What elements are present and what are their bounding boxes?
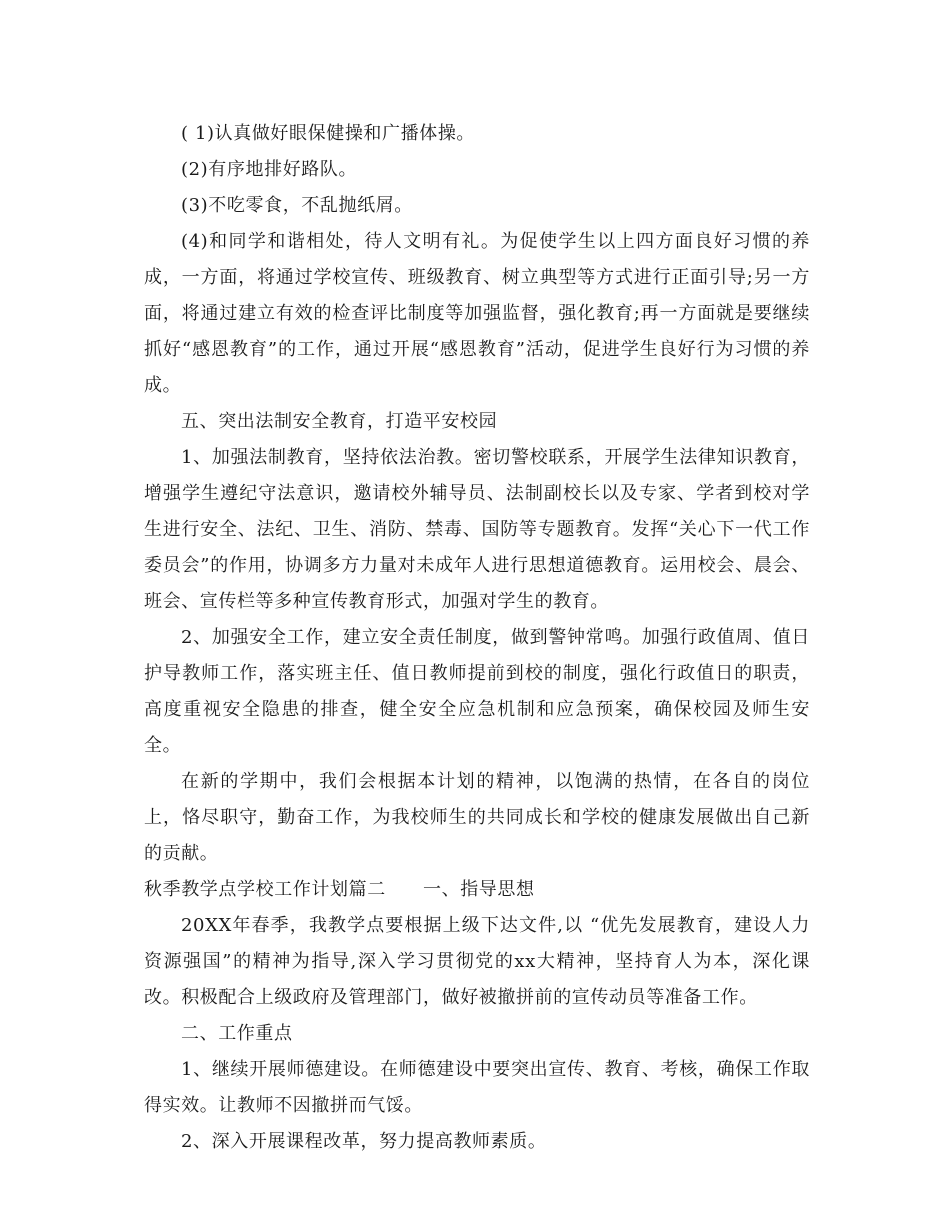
paragraph-eye-exercises: ( 1)认真做好眼保健操和广播体操。 xyxy=(181,123,476,144)
paragraph-road-queue: (2)有序地排好路队。 xyxy=(181,159,358,180)
paragraph-harmony-habits: (4)和同学和谐相处，待人文明有礼。为促使学生以上四方面良好习惯的养成，一方面，将通过学校宣传、班级教育、树立典型等方式进行正面引导;另一方面，将通过建立有效的检查评比制度等加强监督，强化教育;再一方面就是要继续抓好“感恩教育”的工作，通过开展“感恩教育”活动，促进学生良好行为习惯的养成。 xyxy=(144,231,810,396)
section-heading-legal-safety: 五、突出法制安全教育，打造平安校园 xyxy=(181,411,498,432)
article-title-part-two: 秋季教学点学校工作计划篇二 一、指导思想 xyxy=(144,879,535,900)
paragraph-safety-work: 2、加强安全工作，建立安全责任制度，做到警钟常鸣。加强行政值周、值日护导教师工作，落实班主任、值日教师提前到校的制度，强化行政值日的职责，高度重视安全隐患的排查，健全安全应急机制和应急预案，确保校园及师生安全。 xyxy=(144,627,810,756)
paragraph-guiding-thought: 20XX年春季，我教学点要根据上级下达文件,以 “优先发展教育，建设人力资源强国”的精神为指导,深入学习贯彻党的xx大精神，坚持育人为本，深化课改。积极配合上级政府及管理部门，做好被撤拼前的宣传动员等准备工作。 xyxy=(144,915,810,1008)
section-heading-work-focus: 二、工作重点 xyxy=(181,1023,293,1044)
paragraph-conclusion: 在新的学期中，我们会根据本计划的精神，以饱满的热情，在各自的岗位上，恪尽职守，勤奋工作，为我校师生的共同成长和学校的健康发展做出自己新的贡献。 xyxy=(144,771,810,864)
document-body xyxy=(144,116,810,1160)
paragraph-teacher-ethics: 1、继续开展师德建设。在师德建设中要突出宣传、教育、考核，确保工作取得实效。让教师不因撤拼而气馁。 xyxy=(144,1059,810,1116)
paragraph-legal-education: 1、加强法制教育，坚持依法治教。密切警校联系，开展学生法律知识教育，增强学生遵纪守法意识，邀请校外辅导员、法制副校长以及专家、学者到校对学生进行安全、法纪、卫生、消防、禁毒、国防等专题教育。发挥“关心下一代工作委员会”的作用，协调多方力量对未成年人进行思想道德教育。运用校会、晨会、班会、宣传栏等多种宣传教育形式，加强对学生的教育。 xyxy=(144,447,810,612)
paragraph-no-snacks: (3)不吃零食，不乱抛纸屑。 xyxy=(181,195,413,216)
paragraph-curriculum-reform: 2、深入开展课程改革，努力提高教师素质。 xyxy=(181,1131,547,1152)
